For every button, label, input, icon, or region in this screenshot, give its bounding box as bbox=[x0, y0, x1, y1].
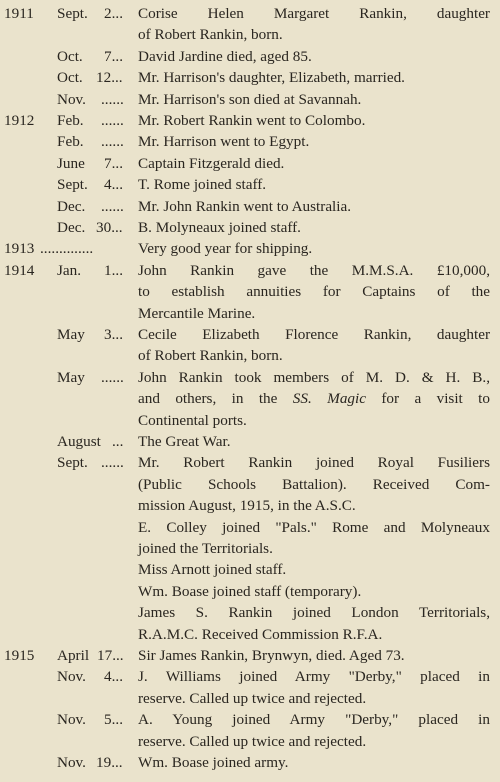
entry-text: John Rankin gave the M.M.S.A. £10,000, bbox=[138, 261, 490, 279]
entry-continuation: R.A.M.C. Received Commission R.F.A. bbox=[138, 625, 383, 643]
month-label: Oct. bbox=[57, 69, 83, 87]
entry-text: Corise Helen Margaret Rankin, daughter bbox=[138, 5, 490, 22]
month-label: June bbox=[57, 154, 85, 172]
entry-text: The Great War. bbox=[138, 433, 231, 450]
day-label: 2... bbox=[104, 5, 123, 22]
entry-text: B. Molyneaux joined staff. bbox=[138, 219, 301, 236]
entry-text: Mr. John Rankin went to Australia. bbox=[138, 197, 352, 215]
day-label: 7... bbox=[104, 154, 123, 172]
month-label: Sept. bbox=[57, 454, 88, 472]
entry-text: J. Williams joined Army "Derby," placed in bbox=[138, 668, 490, 686]
day-label: ...... bbox=[101, 112, 124, 129]
entry-continuation: reserve. Called up twice and rejected. bbox=[138, 689, 367, 707]
entry-continuation: Wm. Boase joined staff (temporary). bbox=[138, 582, 362, 600]
day-label: 12... bbox=[96, 69, 123, 87]
entry-continuation: to establish annuities for Captains of the bbox=[138, 283, 490, 301]
entry-continuation: Continental ports. bbox=[138, 411, 247, 429]
entry-continuation: James S. Rankin joined London Territorials, bbox=[138, 604, 490, 622]
day-label: 4... bbox=[104, 668, 123, 686]
month-label: Jan. bbox=[57, 261, 82, 279]
day-label: 5... bbox=[104, 711, 123, 729]
month-label: Dec. bbox=[57, 219, 86, 236]
day-label: 7... bbox=[104, 47, 123, 65]
entry-text: T. Rome joined staff. bbox=[138, 176, 267, 194]
year-label: 1913 bbox=[4, 240, 35, 258]
day-label: ...... bbox=[101, 454, 124, 472]
entry-text: Sir James Rankin, Brynwyn, died. Aged 73. bbox=[138, 647, 405, 664]
entry-text: Mr. Robert Rankin went to Colombo. bbox=[138, 112, 366, 129]
entry-text: Cecile Elizabeth Florence Rankin, daughter bbox=[138, 326, 490, 343]
month-label: Sept. bbox=[57, 176, 88, 194]
dot-leader: .............. bbox=[40, 240, 94, 258]
day-label: 17... bbox=[97, 647, 124, 664]
day-label: ...... bbox=[101, 133, 124, 151]
day-label: ...... bbox=[101, 197, 124, 215]
day-label: 19... bbox=[96, 754, 123, 771]
entry-text: David Jardine died, aged 85. bbox=[138, 47, 312, 65]
entry-text: Mr. Harrison's son died at Savannah. bbox=[138, 90, 362, 108]
day-label: 1... bbox=[104, 261, 123, 279]
entry-continuation: Mercantile Marine. bbox=[138, 304, 256, 322]
entry-text: A. Young joined Army "Derby," placed in bbox=[138, 711, 490, 729]
month-label: May bbox=[57, 326, 85, 343]
day-label: 30... bbox=[96, 219, 123, 236]
entry-text: Mr. Harrison's daughter, Elizabeth, married. bbox=[138, 69, 405, 87]
entry-text: Mr. Robert Rankin joined Royal Fusiliers bbox=[138, 454, 490, 472]
day-label: ...... bbox=[101, 368, 124, 386]
entry-text: John Rankin took members of M. D. & H. B., bbox=[138, 368, 490, 386]
year-label: 1914 bbox=[4, 261, 35, 279]
month-label: Feb. bbox=[57, 112, 84, 129]
entry-continuation: and others, in the SS. Magic for a visit to bbox=[138, 390, 490, 408]
entry-continuation: of Robert Rankin, born. bbox=[138, 26, 283, 44]
month-label: August bbox=[57, 433, 101, 450]
entry-text: Wm. Boase joined army. bbox=[138, 754, 289, 771]
month-label: Dec. bbox=[57, 197, 86, 215]
month-label: Nov. bbox=[57, 668, 86, 686]
month-label: April bbox=[57, 647, 90, 664]
year-label: 1915 bbox=[4, 647, 35, 664]
month-label: Nov. bbox=[57, 754, 86, 771]
month-label: Feb. bbox=[57, 133, 84, 151]
day-label: ...... bbox=[101, 90, 124, 108]
ship-name: SS. Magic bbox=[292, 390, 366, 408]
month-label: Oct. bbox=[57, 47, 83, 65]
entry-row bbox=[0, 752, 500, 782]
entry-text: Mr. Harrison went to Egypt. bbox=[138, 133, 310, 151]
entry-continuation: Miss Arnott joined staff. bbox=[138, 561, 287, 579]
entry-continuation: (Public Schools Battalion). Received Com- bbox=[138, 475, 490, 493]
entry-continuation: mission August, 1915, in the A.S.C. bbox=[138, 497, 356, 515]
month-label: May bbox=[57, 368, 85, 386]
month-label: Nov. bbox=[57, 90, 86, 108]
year-label: 1912 bbox=[4, 112, 35, 129]
day-label: 3... bbox=[104, 326, 123, 343]
entry-text: Captain Fitzgerald died. bbox=[138, 154, 285, 172]
entry-continuation: joined the Territorials. bbox=[138, 540, 273, 557]
entry-text: Very good year for shipping. bbox=[138, 240, 313, 258]
entry-continuation: E. Colley joined "Pals." Rome and Molyneaux bbox=[138, 518, 490, 536]
year-label: 1911 bbox=[4, 5, 34, 22]
entry-continuation: of Robert Rankin, born. bbox=[138, 347, 283, 365]
month-label: Nov. bbox=[57, 711, 86, 729]
entry-continuation: reserve. Called up twice and rejected. bbox=[138, 732, 367, 750]
month-label: Sept. bbox=[57, 5, 88, 22]
day-label: 4... bbox=[104, 176, 123, 194]
day-label: ... bbox=[112, 433, 124, 450]
